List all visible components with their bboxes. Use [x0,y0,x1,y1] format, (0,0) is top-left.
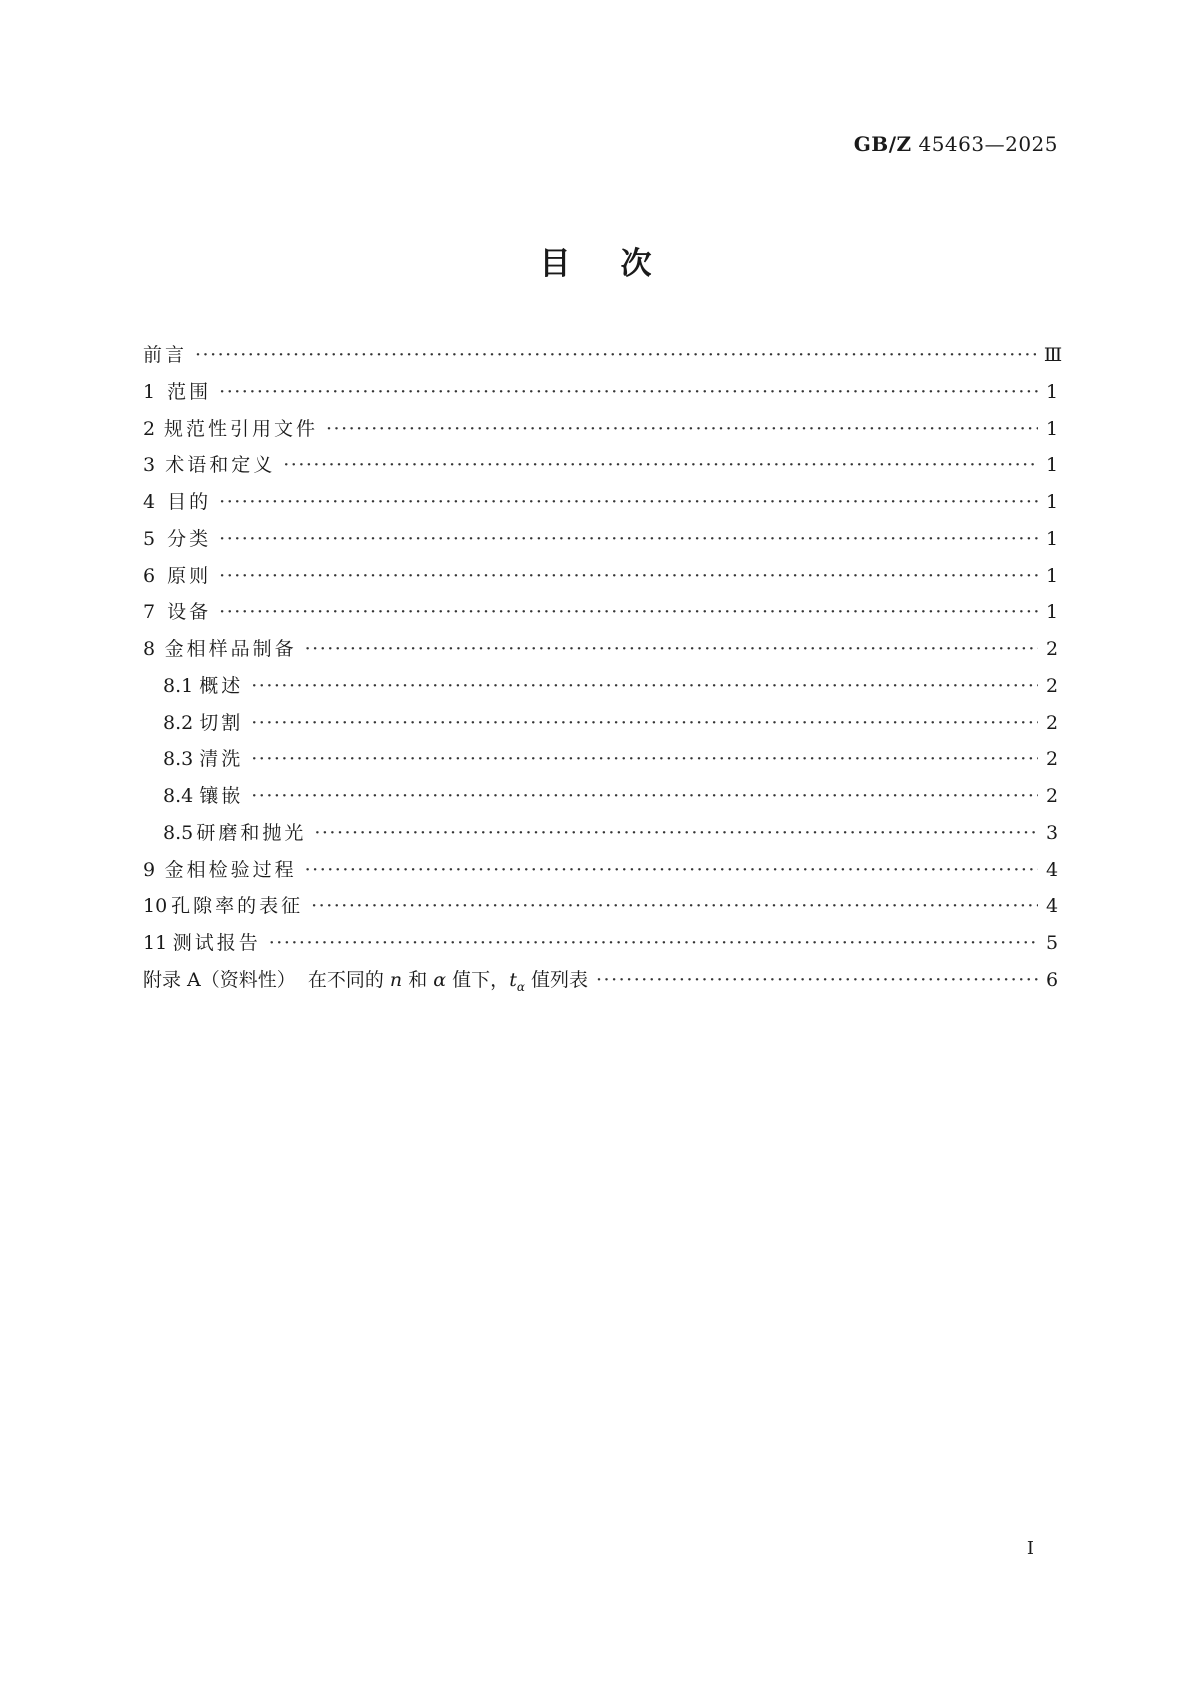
appendix-title [143,962,588,1006]
toc-entry-3[interactable] [143,447,1058,484]
toc-entry-8-5[interactable] [143,815,1058,852]
toc-leader-dots [251,668,1038,705]
toc-number: 8.4 [163,785,194,807]
toc-page: 1 [1046,491,1059,513]
appendix-var-alpha: α [433,968,447,991]
toc-leader-dots [219,558,1038,595]
toc-number: 8.2 [163,711,194,734]
toc-leader-dots [305,852,1038,889]
toc-page: 1 [1046,454,1059,477]
toc-entry-10[interactable] [143,888,1058,925]
toc-page: 5 [1046,932,1059,954]
standard-code: GB/Z [853,132,912,156]
appendix-text-4: 值列表 [530,968,588,991]
standard-serial: 45463—2025 [918,132,1058,156]
toc-label: 目的 [167,491,212,513]
toc-number: 8.1 [163,674,194,697]
toc-leader-dots [314,815,1038,852]
toc-number: 1 [143,380,156,403]
toc-leader-dots [311,888,1038,925]
appendix-text-3: 值下， [452,968,510,991]
standard-number [854,132,1058,156]
appendix-text-2: 和 [408,968,428,991]
toc-page: Ⅲ [1043,344,1063,366]
toc-leader-dots [305,631,1038,668]
toc-page: 1 [1046,564,1059,587]
toc-label: 清洗 [199,748,244,771]
toc-label: 术语和定义 [165,454,276,477]
appendix-var-t: t [509,968,517,991]
appendix-var-n: n [389,968,403,991]
toc-number: 2 [143,417,156,440]
toc-page: 1 [1046,417,1059,440]
toc-entry-8-3[interactable] [143,741,1058,778]
page-title: 目次 [539,246,702,282]
toc-number: 8 [143,638,156,660]
toc-leader-dots [326,411,1038,448]
toc-label: 分类 [167,527,212,550]
toc-leader-dots [251,705,1038,742]
toc-page: 6 [1046,968,1059,991]
footer-page-number: I [1026,1538,1034,1559]
toc-entry-1[interactable] [143,374,1058,411]
toc-page: 2 [1046,785,1059,807]
toc-entry-8-1[interactable] [143,668,1058,705]
toc-entry-2[interactable] [143,411,1058,448]
toc-entry-5[interactable] [143,521,1058,558]
toc-page: 2 [1046,638,1059,660]
toc-page: 4 [1046,858,1059,881]
toc-page: 2 [1046,674,1059,697]
toc-label: 原则 [167,564,212,587]
toc-number: 3 [143,454,156,477]
toc-page: 4 [1046,895,1059,918]
toc-label: 规范性引用文件 [163,417,318,440]
toc-entry-11[interactable] [143,925,1058,962]
toc-entry-4[interactable] [143,484,1058,521]
toc-entry-foreword[interactable] [143,337,1063,374]
toc-leader-dots [195,337,1036,374]
toc-label: 切割 [199,711,244,734]
appendix-sub-alpha: α [516,979,525,994]
toc-label: 测试报告 [172,932,261,954]
appendix-text-1: 在不同的 [307,968,384,991]
toc-page: 1 [1046,601,1059,624]
toc-leader-dots [596,962,1038,999]
toc-leader-dots [219,374,1038,411]
toc-number: 8.3 [163,748,194,771]
toc-entry-7[interactable] [143,594,1058,631]
toc-entry-8-2[interactable] [143,705,1058,742]
toc-page: 2 [1046,711,1059,734]
toc-entry-appendix-a[interactable] [143,962,1058,999]
toc-label: 概述 [199,674,244,697]
appendix-prefix: 附录 A（资料性） [143,968,296,991]
toc-page: 3 [1046,821,1059,844]
toc-label: 设备 [167,601,212,624]
toc-number: 6 [143,564,156,587]
toc-entry-8[interactable] [143,631,1058,668]
toc-label: 金相检验过程 [164,858,297,881]
toc-leader-dots [219,484,1038,521]
toc-leader-dots [219,594,1038,631]
toc-entry-6[interactable] [143,558,1058,595]
toc-label: 研磨和抛光 [196,821,307,844]
toc-number: 8.5 [163,821,194,844]
toc-label: 前言 [143,344,188,366]
toc-number: 11 [143,932,168,954]
toc-page: 1 [1046,527,1059,550]
toc-leader-dots [251,778,1038,815]
toc-page: 1 [1046,380,1059,403]
toc-leader-dots [251,741,1038,778]
toc-leader-dots [269,925,1038,962]
toc-label: 范围 [167,380,212,403]
toc-number: 4 [143,491,156,513]
toc-number: 5 [143,527,156,550]
toc-number: 9 [143,858,156,881]
toc-leader-dots [219,521,1038,558]
toc-page: 2 [1046,748,1059,771]
toc-number: 7 [143,601,156,624]
toc-leader-dots [283,447,1038,484]
toc-entry-9[interactable] [143,852,1058,889]
toc-label: 金相样品制备 [164,638,297,660]
toc-entry-8-4[interactable] [143,778,1058,815]
toc-number: 10 [143,895,168,918]
toc-label: 镶嵌 [199,785,244,807]
table-of-contents [143,337,1063,999]
toc-label: 孔隙率的表征 [171,895,304,918]
